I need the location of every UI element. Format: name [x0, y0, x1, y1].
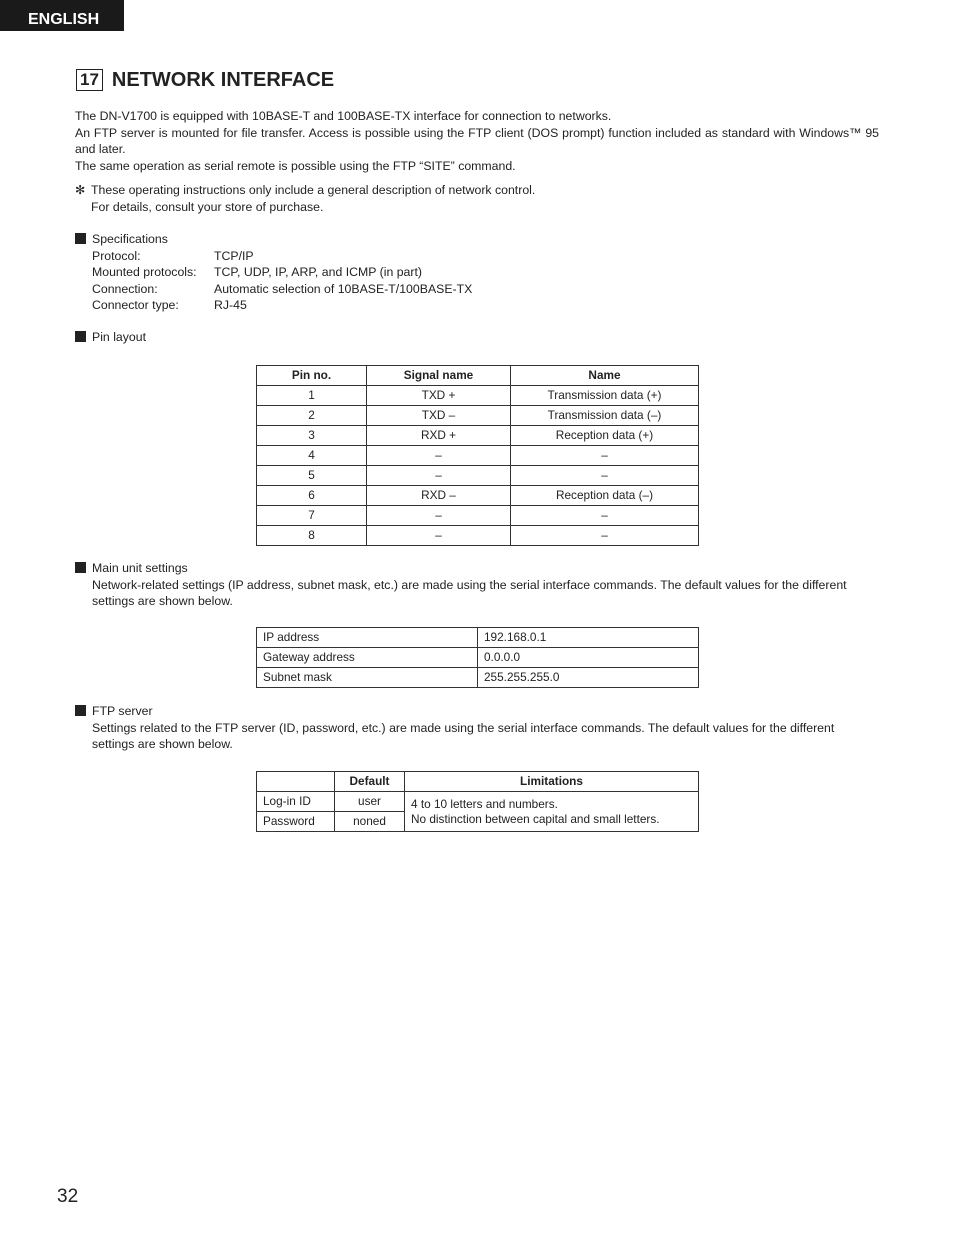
spec-value: TCP, UDP, IP, ARP, and ICMP (in part)	[214, 265, 423, 279]
main-unit-table	[256, 627, 699, 688]
ftp-setting-name: Log-in ID	[257, 792, 335, 812]
column-header: Default	[335, 772, 405, 792]
pin-layout-section	[75, 329, 879, 346]
table-row	[257, 446, 699, 466]
limitation-line: 4 to 10 letters and numbers.	[411, 796, 558, 811]
specifications-list	[75, 248, 879, 314]
signal-name: –	[367, 506, 511, 526]
table-row	[257, 386, 699, 406]
pin-name: –	[511, 506, 699, 526]
square-bullet-icon	[75, 562, 86, 573]
signal-name: RXD +	[367, 426, 511, 446]
pin-number: 1	[257, 386, 367, 406]
table-row	[257, 668, 699, 688]
column-header: Name	[511, 366, 699, 386]
signal-name: –	[367, 446, 511, 466]
setting-name: IP address	[257, 628, 478, 648]
ftp-table	[256, 771, 699, 832]
pin-number: 4	[257, 446, 367, 466]
table-row	[257, 792, 699, 812]
pin-name: –	[511, 526, 699, 546]
ftp-setting-name: Password	[257, 812, 335, 832]
pin-number: 3	[257, 426, 367, 446]
note-line-2: For details, consult your store of purchase.	[91, 199, 324, 214]
signal-name: –	[367, 466, 511, 486]
intro-line-1: The DN-V1700 is equipped with 10BASE-T and 100BASE-TX interface for connection to networks.	[75, 109, 612, 123]
pin-number: 7	[257, 506, 367, 526]
table-row	[257, 628, 699, 648]
limitation-line: No distinction between capital and small letters.	[411, 811, 660, 826]
ftp-text: Settings related to the FTP server (ID, password, etc.) are made using the serial interface commands. The default values for the different settings are shown below.	[92, 720, 835, 751]
column-header: Signal name	[367, 366, 511, 386]
ftp-default-value: user	[335, 792, 405, 812]
setting-value: 0.0.0.0	[478, 648, 699, 668]
pin-number: 8	[257, 526, 367, 546]
pin-number: 6	[257, 486, 367, 506]
pin-name: Reception data (–)	[511, 486, 699, 506]
specifications	[75, 231, 879, 314]
square-bullet-icon	[75, 233, 86, 244]
intro-line-3: The same operation as serial remote is possible using the FTP “SITE” command.	[75, 158, 516, 173]
setting-value: 192.168.0.1	[478, 628, 699, 648]
signal-name: RXD –	[367, 486, 511, 506]
ftp-heading: FTP server	[92, 704, 153, 718]
section-number: 17	[76, 69, 103, 91]
spec-label: Connection:	[92, 281, 158, 296]
spec-label: Mounted protocols:	[92, 265, 197, 279]
ftp-server-settings	[75, 703, 879, 753]
signal-name: TXD +	[367, 386, 511, 406]
main-unit-heading: Main unit settings	[92, 561, 188, 575]
spec-value: Automatic selection of 10BASE-T/100BASE-TX	[214, 281, 473, 296]
pin-layout-table	[256, 365, 699, 546]
square-bullet-icon	[75, 331, 86, 342]
spec-label: Connector type:	[92, 298, 179, 312]
language-tab: ENGLISH	[0, 0, 124, 31]
spec-value: TCP/IP	[214, 248, 254, 263]
main-unit-settings	[75, 560, 879, 610]
asterisk-icon: ✻	[75, 183, 86, 197]
table-header-row	[257, 772, 699, 792]
table-row	[257, 526, 699, 546]
column-header: Limitations	[405, 772, 699, 792]
table-row	[257, 466, 699, 486]
intro-line-2: An FTP server is mounted for file transfer. Access is possible using the FTP client (DOS prompt) function included as standard with Windows™ 95 and later.	[75, 125, 879, 156]
note	[75, 182, 879, 215]
pin-name: –	[511, 446, 699, 466]
table-header-row	[257, 366, 699, 386]
spec-value: RJ-45	[214, 298, 247, 312]
section-title: NETWORK INTERFACE	[111, 68, 335, 91]
pin-number: 2	[257, 406, 367, 426]
pin-number: 5	[257, 466, 367, 486]
column-header: Pin no.	[257, 366, 367, 386]
signal-name: TXD –	[367, 406, 511, 426]
pin-name: Reception data (+)	[511, 426, 699, 446]
column-header	[257, 772, 335, 792]
intro-text	[75, 108, 879, 174]
table-row	[257, 648, 699, 668]
specifications-heading: Specifications	[92, 232, 168, 246]
signal-name: –	[367, 526, 511, 546]
setting-value: 255.255.255.0	[478, 668, 699, 688]
table-row	[257, 426, 699, 446]
pin-name: Transmission data (–)	[511, 406, 699, 426]
setting-name: Subnet mask	[257, 668, 478, 688]
pin-name: –	[511, 466, 699, 486]
setting-name: Gateway address	[257, 648, 478, 668]
spec-label: Protocol:	[92, 248, 141, 263]
note-line-1: These operating instructions only include a general description of network control.	[91, 183, 536, 197]
ftp-limitations	[405, 792, 699, 832]
main-unit-text: Network-related settings (IP address, subnet mask, etc.) are made using the serial interface commands. The default values for the different settings are shown below.	[92, 577, 847, 608]
table-row	[257, 406, 699, 426]
page-number: 32	[57, 1186, 79, 1207]
pin-layout-heading: Pin layout	[92, 330, 147, 344]
square-bullet-icon	[75, 705, 86, 716]
section-heading	[76, 67, 334, 93]
table-row	[257, 506, 699, 526]
pin-name: Transmission data (+)	[511, 386, 699, 406]
table-row	[257, 486, 699, 506]
ftp-default-value: noned	[335, 812, 405, 832]
